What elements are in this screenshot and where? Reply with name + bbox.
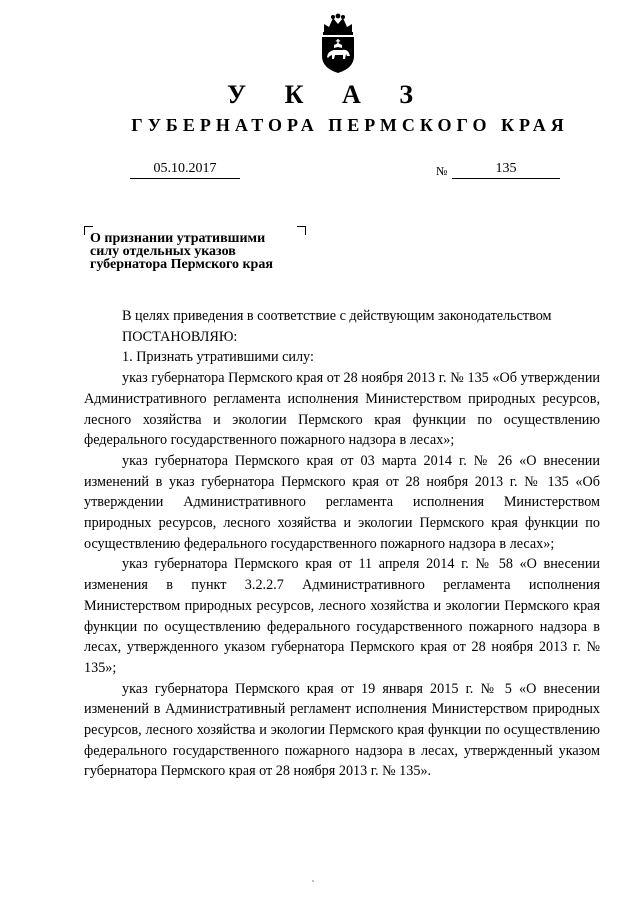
repealed-decree-item: указ губернатора Пермского края от 19 января 2015 г. № 5 «О внесении изменений в Административный регламент исполнения Министерством природных ресурсов, лесного хозяйства и экологии Пермского края функции по осуществлению федерального государственного пожарного надзора в лесах, утвержденный указом губернатора Пермского края от 28 ноября 2013 г. № 135».	[84, 680, 600, 780]
clause-heading: 1. Признать утратившими силу:	[122, 349, 314, 366]
subject-line: силу отдельных указов	[90, 244, 236, 259]
scan-dot	[312, 880, 314, 882]
document-date: 05.10.2017	[130, 160, 240, 179]
document-subject	[90, 232, 300, 271]
number-sign: №	[436, 164, 448, 178]
repealed-decree-item: указ губернатора Пермского края от 03 марта 2014 г. № 26 «О внесении изменений в указ губернатора Пермского края от 28 ноября 2013 г. № 135 «Об утверждении Административного регламента исполнения Министерством природных ресурсов, лесного хозяйства и экологии Пермского края функции по осуществлению федерального государственного пожарного надзора в лесах»;	[84, 452, 600, 552]
coat-of-arms-icon	[316, 12, 360, 74]
document-title: У К А З	[227, 80, 429, 109]
subject-line: губернатора Пермского края	[90, 257, 273, 272]
document-number: 135	[452, 160, 560, 179]
document-subtitle: ГУБЕРНАТОРА ПЕРМСКОГО КРАЯ	[131, 115, 569, 135]
subject-line: О признании утратившими	[90, 231, 266, 246]
preamble-paragraph: В целях приведения в соответствие с действующим законодательством	[122, 308, 552, 324]
resolution-word: ПОСТАНОВЛЯЮ:	[122, 328, 238, 345]
repealed-decree-item: указ губернатора Пермского края от 28 ноября 2013 г. № 135 «Об утверждении Административного регламента исполнения Министерством природных ресурсов, лесного хозяйства и экологии Пермского края функции по осуществлению федерального государственного пожарного надзора в лесах»;	[84, 370, 600, 449]
document-body	[84, 306, 600, 782]
repealed-decree-item: указ губернатора Пермского края от 11 апреля 2014 г. № 58 «О внесении изменения в пункт 3.2.2.7 Административного регламента исполнения Министерством природных ресурсов, лесного хозяйства и экологии Пермского края функции по осуществлению федерального государственного пожарного надзора в лесах, утвержденного указом губернатора Пермского края от 28 ноября 2013 г. № 135»;	[84, 556, 600, 676]
